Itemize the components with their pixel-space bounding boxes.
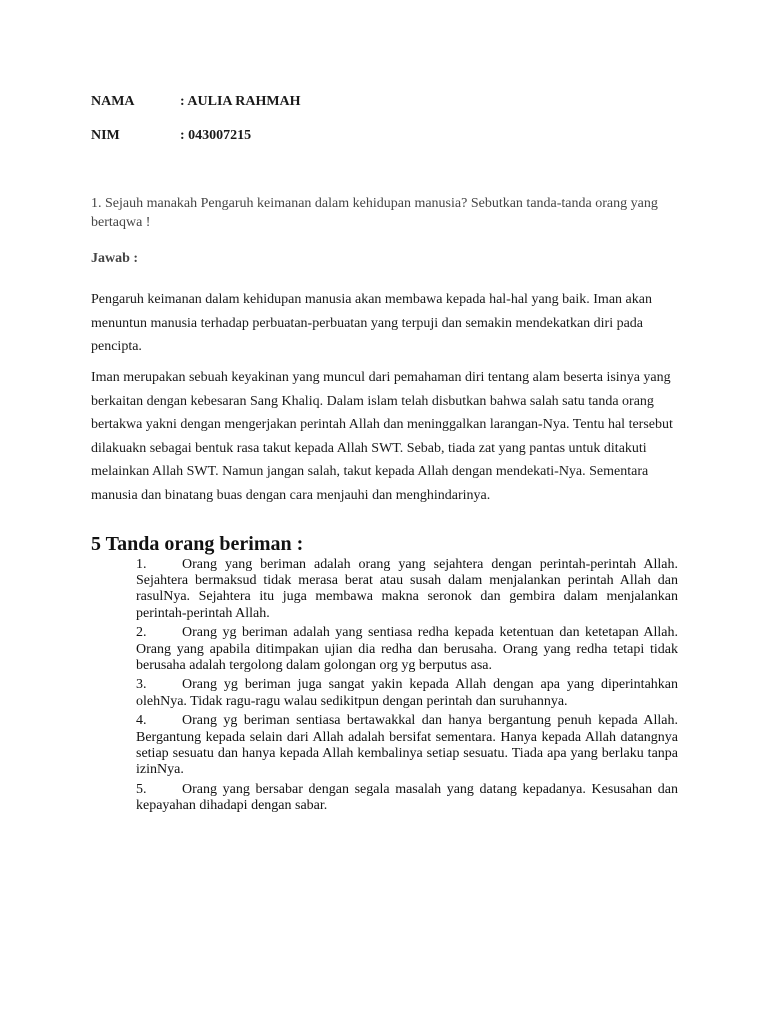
list-item — [136, 713, 678, 778]
name-label: NAMA — [91, 94, 135, 109]
list-item-number: 2. — [136, 625, 147, 641]
list-item-number: 5. — [136, 781, 147, 797]
list-item-number: 3. — [136, 677, 147, 693]
list-item-text: Orang yang beriman adalah orang yang sejahtera dengan perintah-perintah Allah. Sejahtera bermaksud tidak merasa berat atau susah dalam menjalankan perintah Allah dan rasulNya. Sejahtera itu juga membawa makna seronok dan gembira dalam menjalankan perintah-perintah Allah. — [136, 557, 678, 621]
paragraph-faith: Iman merupakan sebuah keyakinan yang muncul dari pemahaman diri tentang alam beserta isinya yang berkaitan dengan kebesaran Sang Khaliq. Dalam islam telah disbutkan bahwa salah satu tanda orang bertakwa yakni dengan mengerjakan perintah Allah dan meninggalkan larangan-Nya. Tentu hal tersebut dilakuakn sebagai bentuk rasa takut kepada Allah SWT. Sebab, tiada zat yang pantas untuk ditakuti melainkan Allah SWT. Namun jangan salah, takut kepada Allah dengan mendekati-Nya. Sementara manusia dan binatang buas dengan cara menjauhi dan menghindarinya. — [91, 370, 673, 503]
list-item-number: 4. — [136, 713, 147, 729]
list-item — [136, 625, 678, 674]
list-item-text: Orang yg beriman sentiasa bertawakkal dan hanya bergantung penuh kepada Allah. Bergantung kepada selain dari Allah adalah bersifat sementara. Hanya kepada Allah datangnya setiap sesuatu dan hanya kepada Allah kembalinya setiap sesuatu. Tiada apa yang berlaku tanpa izinNya. — [136, 713, 678, 777]
nim-label: NIM — [91, 128, 120, 143]
list-item-text: Orang yang bersabar dengan segala masalah yang datang kepadanya. Kesusahan dan kepayahan dihadapi dengan sabar. — [136, 781, 678, 813]
list-item — [136, 782, 678, 814]
nim-value: : 043007215 — [180, 128, 252, 143]
list-item — [136, 557, 678, 622]
list-item — [136, 677, 678, 709]
paragraph-influence: Pengaruh keimanan dalam kehidupan manusia akan membawa kepada hal-hal yang baik. Iman akan menuntun manusia terhadap perbuatan-perbuatan yang terpuji dan semakin mendekatkan diri pada pencipta. — [91, 292, 652, 354]
list-item-number: 1. — [136, 557, 147, 572]
signs-list — [136, 557, 678, 818]
list-item-text: Orang yg beriman juga sangat yakin kepada Allah dengan apa yang diperintahkan olehNya. Tidak ragu-ragu walau sedikitpun dengan perintah dan suruhannya. — [136, 677, 678, 709]
list-item-text: Orang yg beriman adalah yang sentiasa redha kepada ketentuan dan ketetapan Allah. Orang yang apabila ditimpakan ujian dia redha dan berusaha. Orang yang redha tetapi tidak berusaha adalah tergolong dalam golongan org yg berputus asa. — [136, 625, 678, 673]
section-heading: 5 Tanda orang beriman : — [91, 533, 304, 555]
name-value: : AULIA RAHMAH — [180, 94, 301, 109]
answer-label: Jawab : — [91, 251, 139, 266]
question-text: 1. Sejauh manakah Pengaruh keimanan dalam kehidupan manusia? Sebutkan tanda-tanda orang yang bertaqwa ! — [91, 196, 658, 230]
